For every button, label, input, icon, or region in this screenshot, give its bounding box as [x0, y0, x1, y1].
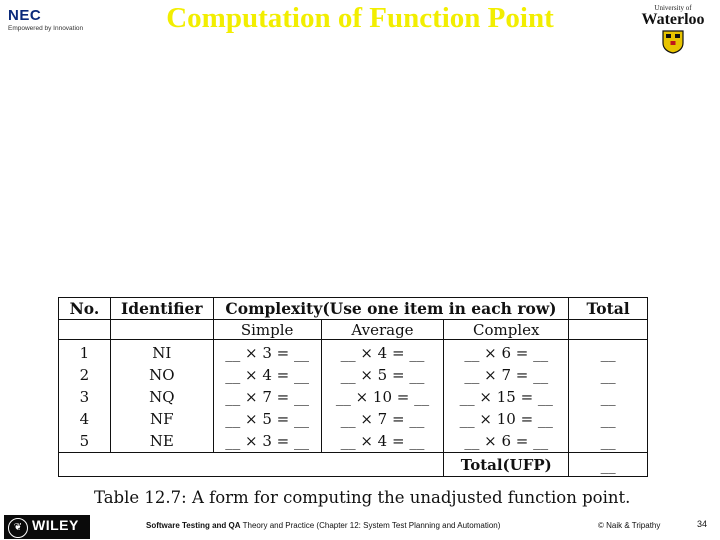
row-no: 2 [79, 366, 90, 384]
wiley-logo-word: WILEY [32, 517, 79, 533]
identifier-column [110, 340, 213, 453]
row-complex: __ × 15 = __ [459, 388, 553, 406]
average-column [321, 340, 444, 453]
header-no: No. [59, 298, 111, 320]
table-header-row [59, 298, 648, 320]
no-column [59, 340, 111, 453]
footer-book-title: Software Testing and QA [146, 521, 241, 530]
row-identifier: NI [152, 344, 172, 362]
row-total: __ [600, 410, 616, 428]
row-simple: __ × 3 = __ [225, 344, 310, 362]
row-identifier: NO [149, 366, 175, 384]
row-simple: __ × 3 = __ [225, 432, 310, 450]
row-simple: __ × 4 = __ [225, 366, 310, 384]
row-average: __ × 4 = __ [340, 344, 425, 362]
wiley-logo [4, 515, 90, 539]
nec-logo-tagline: Empowered by Innovation [8, 25, 84, 32]
header-identifier: Identifier [110, 298, 213, 320]
header-complexity: Complexity(Use one item in each row) [213, 298, 568, 320]
row-total: __ [600, 432, 616, 450]
complex-column [444, 340, 569, 453]
total-column [569, 340, 648, 453]
header-total: Total [569, 298, 648, 320]
row-average: __ × 5 = __ [340, 366, 425, 384]
subheader-average: Average [321, 320, 444, 340]
total-ufp-value: __ [569, 453, 648, 477]
waterloo-logo-small-text: University of [654, 4, 692, 12]
subheader-empty-total [569, 320, 648, 340]
row-average: __ × 7 = __ [340, 410, 425, 428]
waterloo-crest-icon [662, 30, 684, 54]
total-row-blank [59, 453, 444, 477]
subheader-complex: Complex [444, 320, 569, 340]
row-identifier: NE [149, 432, 174, 450]
waterloo-logo-word: Waterloo [641, 11, 705, 28]
page-number: 34 [697, 519, 708, 529]
row-total: __ [600, 344, 616, 362]
row-identifier: NF [150, 410, 174, 428]
function-point-table [58, 297, 648, 477]
footer-book-subtitle: Theory and Practice (Chapter 12: System Test Planning and Automation) [240, 521, 501, 530]
subheader-empty-identifier [110, 320, 213, 340]
row-no: 4 [79, 410, 90, 428]
row-no: 3 [79, 388, 90, 406]
row-identifier: NQ [149, 388, 175, 406]
row-no: 5 [79, 432, 90, 450]
row-average: __ × 4 = __ [340, 432, 425, 450]
row-no: 1 [79, 344, 90, 362]
slide-title: Computation of Function Point [166, 2, 554, 34]
wiley-emblem-icon: ❦ [8, 518, 28, 538]
row-total: __ [600, 388, 616, 406]
function-point-table-container [58, 297, 648, 479]
row-average: __ × 10 = __ [335, 388, 430, 406]
footer-text [146, 521, 500, 530]
row-complex: __ × 10 = __ [459, 410, 553, 428]
table-body-row [59, 340, 648, 453]
waterloo-logo [630, 4, 716, 54]
nec-logo-word: NEC [8, 7, 42, 24]
nec-logo [8, 8, 98, 32]
table-subheader-row [59, 320, 648, 340]
footer-copyright: © Naik & Tripathy [598, 521, 661, 530]
simple-column [213, 340, 321, 453]
total-ufp-label: Total(UFP) [444, 453, 569, 477]
row-complex: __ × 7 = __ [464, 366, 549, 384]
row-complex: __ × 6 = __ [464, 344, 549, 362]
table-total-row [59, 453, 648, 477]
row-simple: __ × 7 = __ [225, 388, 310, 406]
row-simple: __ × 5 = __ [225, 410, 310, 428]
row-total: __ [600, 366, 616, 384]
subheader-empty-no [59, 320, 111, 340]
row-complex: __ × 6 = __ [464, 432, 549, 450]
subheader-simple: Simple [213, 320, 321, 340]
table-caption: Table 12.7: A form for computing the unadjusted function point. [94, 488, 631, 507]
